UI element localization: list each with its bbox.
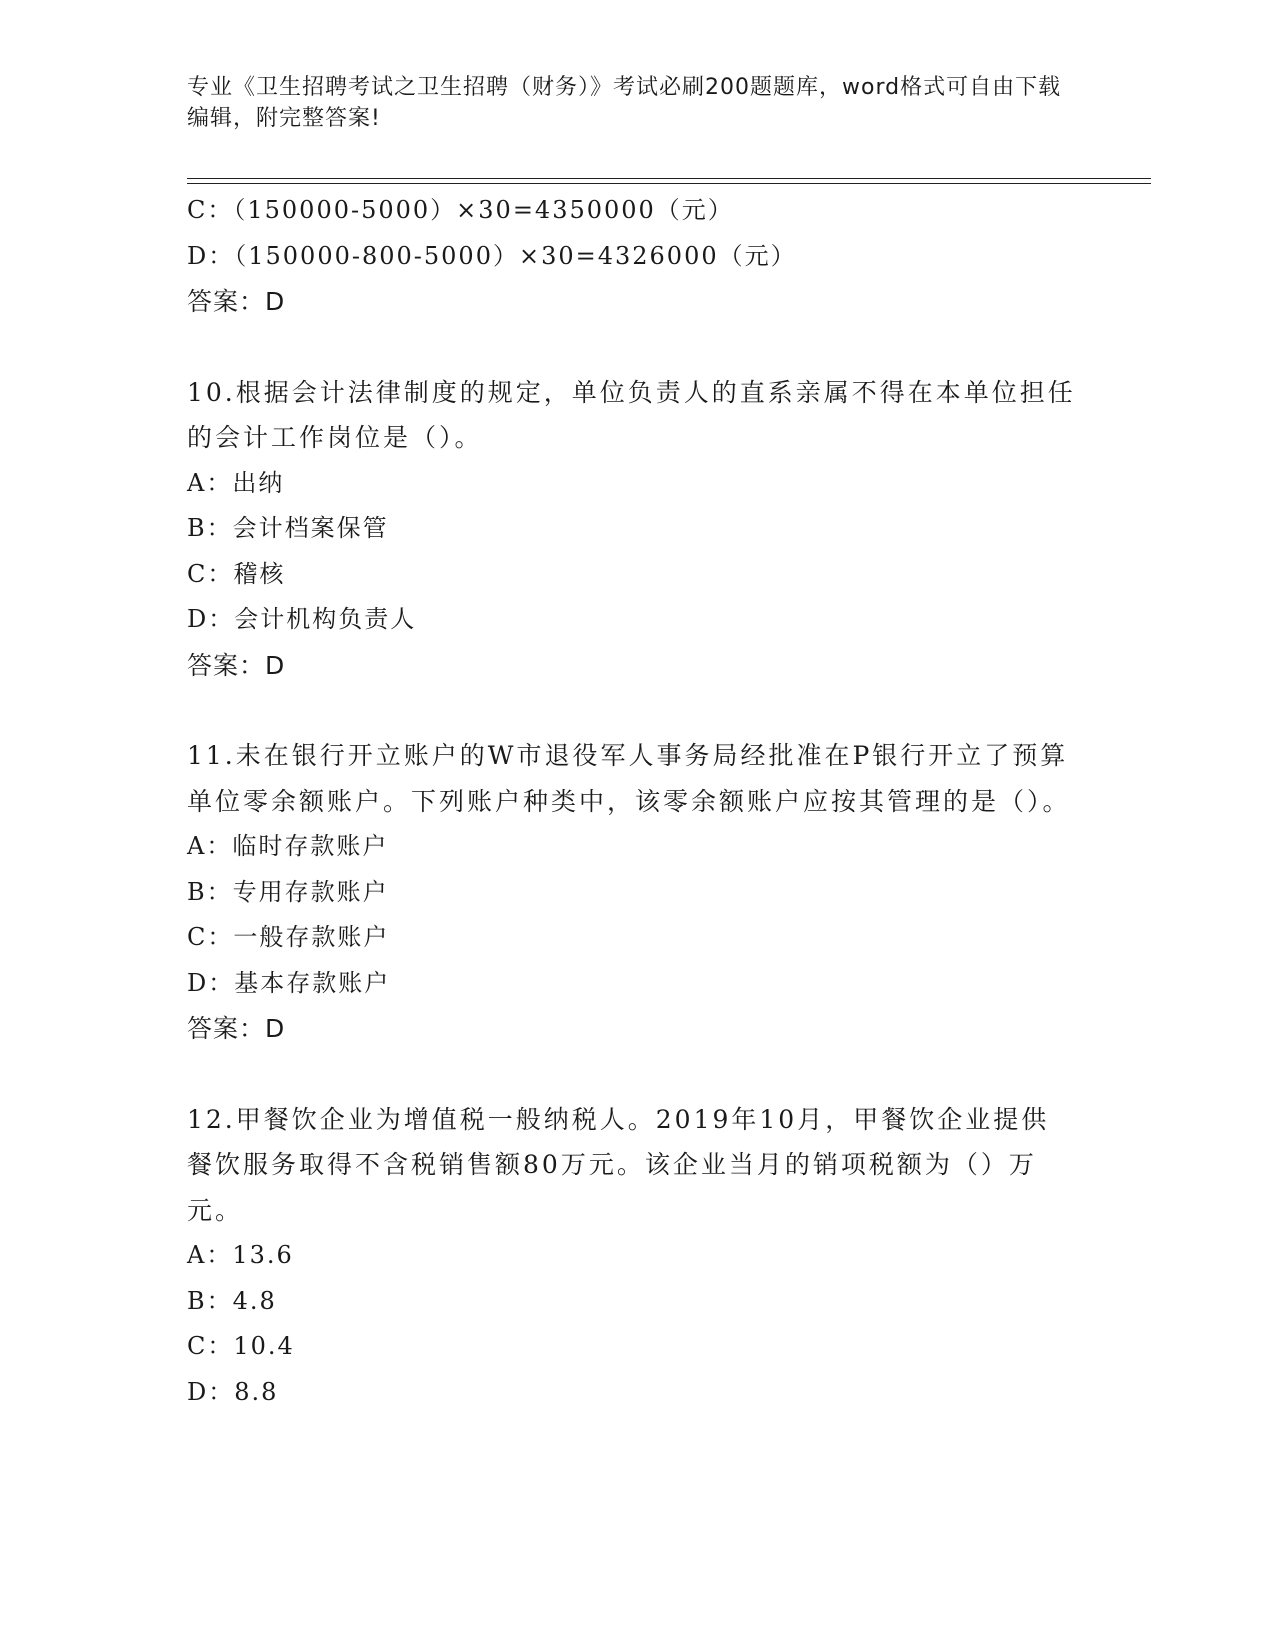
answer: 答案：D [187,1014,286,1043]
option-a: A：出纳 [187,468,285,497]
option-b: B：专用存款账户 [187,877,389,906]
option-d: D：（150000-800-5000）×30=4326000（元） [187,241,797,270]
question-10 [187,370,1087,689]
option-b: B：会计档案保管 [187,514,389,542]
option-c: C：（150000-5000）×30=4350000（元） [187,196,734,224]
option-c: C：一般存款账户 [187,923,390,951]
question-text: 11.未在银行开立账户的W市退役军人事务局经批准在P银行开立了预算单位零余额账户。下列账户种类中，该零余额账户应按其管理的是（）。 [187,741,1071,816]
question-list [187,188,1087,1415]
header-divider-bottom [187,183,1151,184]
option-a: A：临时存款账户 [187,832,389,860]
question-text: 10.根据会计法律制度的规定，单位负责人的直系亲属不得在本单位担任的会计工作岗位是（）。 [187,377,1076,452]
option-c: C：稽核 [187,559,286,588]
option-d: D：会计机构负责人 [187,605,417,633]
option-d: D：8.8 [187,1377,279,1406]
document-header: 专业《卫生招聘考试之卫生招聘（财务）》考试必刷200题题库，word格式可自由下载编辑，附完整答案! [187,75,1062,131]
header-divider-top [187,178,1151,179]
question-11 [187,733,1087,1052]
option-b: B：4.8 [187,1286,277,1315]
answer: 答案：D [187,650,286,680]
partial-question [187,188,1087,325]
answer: 答案：D [187,287,286,316]
option-c: C：10.4 [187,1332,295,1360]
option-d: D：基本存款账户 [187,968,391,997]
option-a: A：13.6 [187,1241,294,1269]
question-text: 12.甲餐饮企业为增值税一般纳税人。2019年10月，甲餐饮企业提供餐饮服务取得不含税销售额80万元。该企业当月的销项税额为（）万元。 [187,1104,1050,1225]
question-12 [187,1097,1087,1416]
